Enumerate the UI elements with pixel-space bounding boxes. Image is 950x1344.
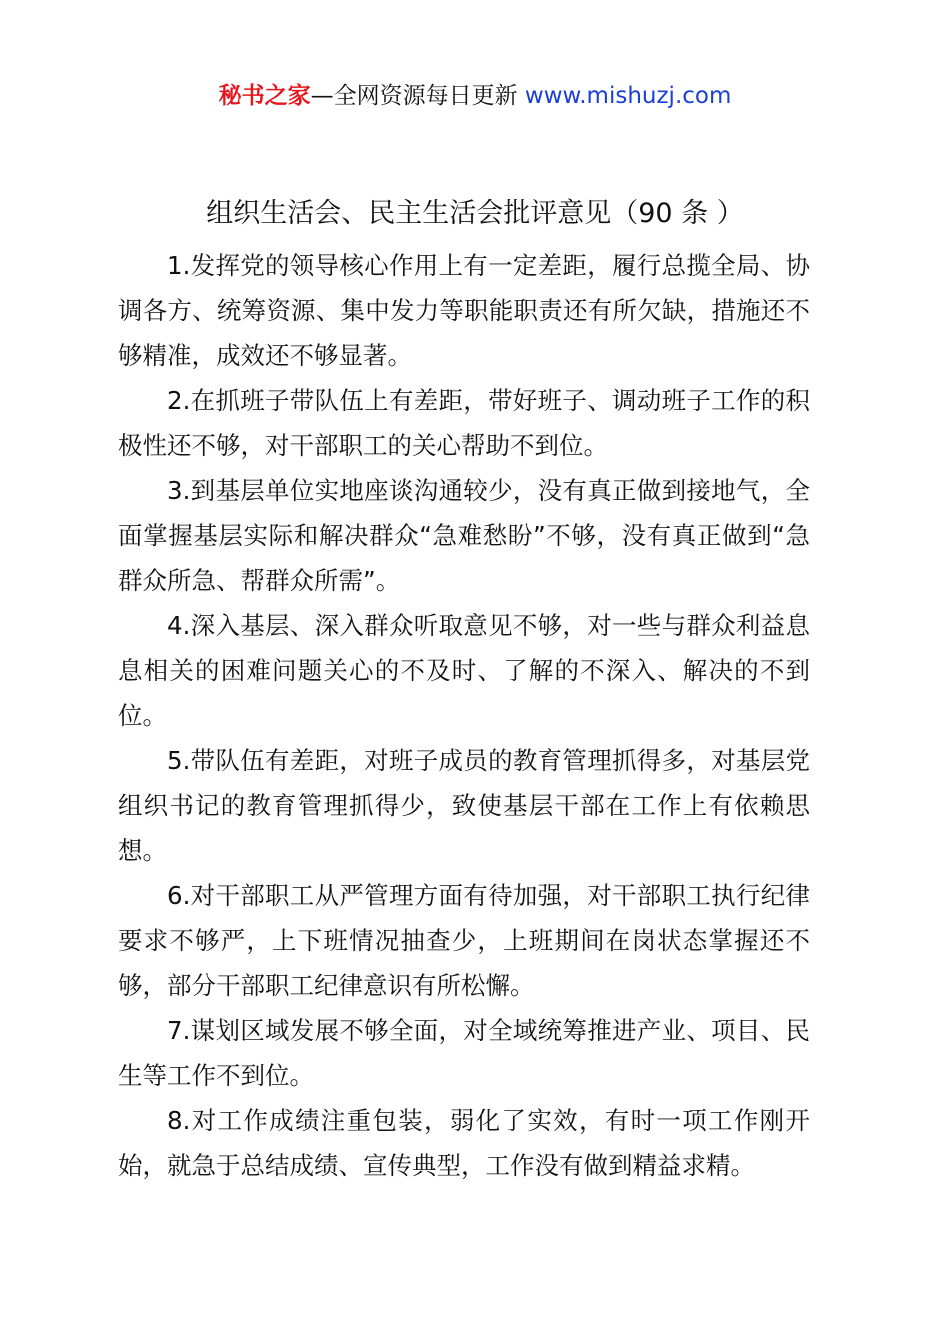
- header-slogan: —全网资源每日更新: [310, 83, 518, 109]
- site-header: [0, 80, 950, 112]
- criticism-item: 5.带队伍有差距，对班子成员的教育管理抓得多，对基层党组织书记的教育管理抓得少，致使基层干部在工作上有依赖思想。: [118, 746, 810, 865]
- brand-name: 秘书之家: [218, 83, 311, 109]
- criticism-item: 7.谋划区域发展不够全面，对全域统筹推进产业、项目、民生等工作不到位。: [118, 1016, 810, 1090]
- criticism-item: 1.发挥党的领导核心作用上有一定差距，履行总揽全局、协调各方、统筹资源、集中发力等职能职责还有所欠缺，措施还不够精准，成效还不够显著。: [118, 251, 810, 370]
- criticism-item: 4.深入基层、深入群众听取意见不够，对一些与群众利益息息相关的困难问题关心的不及时、了解的不深入、解决的不到位。: [118, 611, 810, 730]
- site-url-link[interactable]: www.mishuzj.com: [524, 83, 732, 109]
- criticism-item: 3.到基层单位实地座谈沟通较少，没有真正做到接地气，全面掌握基层实际和解决群众“急难愁盼”不够，没有真正做到“急群众所急、帮群众所需”。: [118, 476, 810, 595]
- criticism-item: 2.在抓班子带队伍上有差距，带好班子、调动班子工作的积极性还不够，对干部职工的关心帮助不到位。: [118, 386, 810, 460]
- criticism-item: 8.对工作成绩注重包装，弱化了实效，有时一项工作刚开始，就急于总结成绩、宣传典型，工作没有做到精益求精。: [118, 1106, 810, 1180]
- criticism-item: 6.对干部职工从严管理方面有待加强，对干部职工执行纪律要求不够严，上下班情况抽查少，上班期间在岗状态掌握还不够，部分干部职工纪律意识有所松懈。: [118, 881, 810, 1000]
- document-title: 组织生活会、民主生活会批评意见（90 条 ）: [206, 198, 744, 229]
- document-body: [118, 243, 810, 1188]
